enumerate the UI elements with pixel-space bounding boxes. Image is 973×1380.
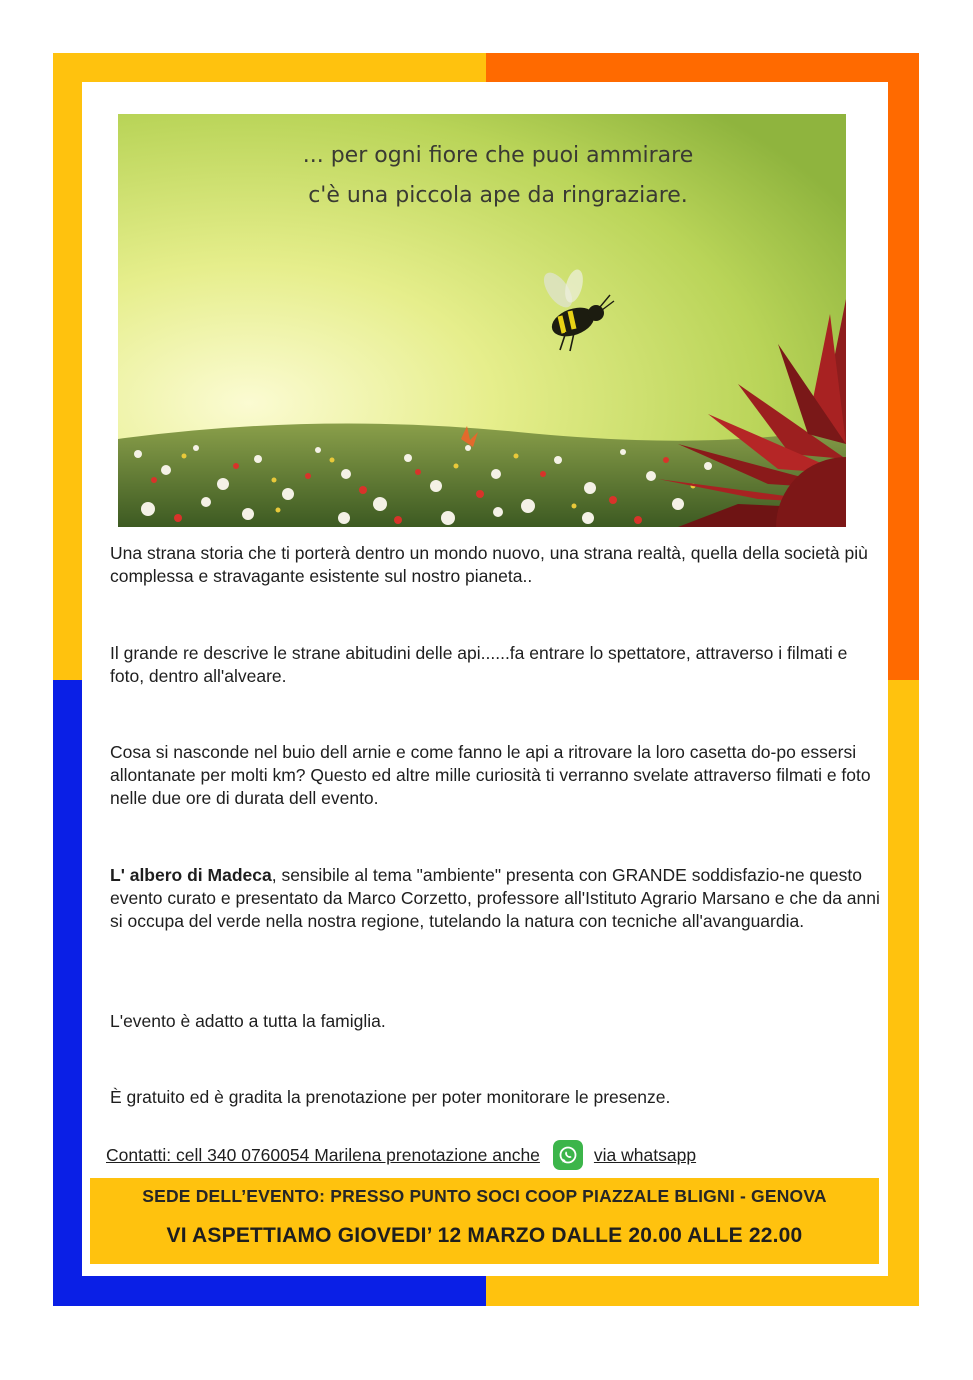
whatsapp-link[interactable]: via whatsapp [593,1144,697,1165]
event-venue: SEDE DELL’EVENTO: PRESSO PUNTO SOCI COOP PIAZZALE BLIGNI - GENOVA [142,1186,827,1206]
paragraph-intro: Una strana storia che ti porterà dentro un mondo nuovo, una strana realtà, quella della società più complessa e stravagante esistente sul nostro pianeta.. [110,543,868,586]
paragraph-free-entry: È gratuito ed è gradita la prenotazione per poter monitorare le presenze. [110,1087,671,1107]
contacts-line [106,1141,696,1169]
paragraph-organizer [110,864,880,933]
event-date: VI ASPETTIAMO GIOVEDI’ 12 MARZO DALLE 20.00 ALLE 22.00 [166,1224,803,1247]
organizer-description: , sensibile al tema "ambiente" presenta con GRANDE soddisfazio-ne questo evento curato e presentato da Marco Corzetto, professore all'Istituto Agrario Marsano e che da anni si occupa del verde nella nostra regione, tutelando la natura con tecniche all'avanguardia. [110,865,880,931]
event-banner [90,1178,879,1264]
whatsapp-icon[interactable] [553,1140,583,1170]
bee-illustration [118,114,846,527]
image-caption-line-1: ... per ogni fiore che puoi ammirare [302,143,694,168]
paragraph-king-description: Il grande re descrive le strane abitudini delle api......fa entrare lo spettatore, attraverso i filmati e foto, dentro all'alveare. [110,643,848,686]
paragraph-curiosities: Cosa si nasconde nel buio dell arnie e come fanno le api a ritrovare la loro casetta do-po essersi allontanate per molti km? Questo ed altre mille curiosità ti verranno svelate attraverso filmati e foto nelle due ore di durata dell evento. [110,742,871,808]
organizer-name: L' albero di Madeca [110,865,272,885]
paragraph-family: L'evento è adatto a tutta la famiglia. [110,1011,386,1031]
image-caption-line-2: c'è una piccola ape da ringraziare. [308,183,688,208]
contacts-phone-link[interactable]: Contatti: cell 340 0760054 Marilena prenotazione anche [106,1144,540,1165]
